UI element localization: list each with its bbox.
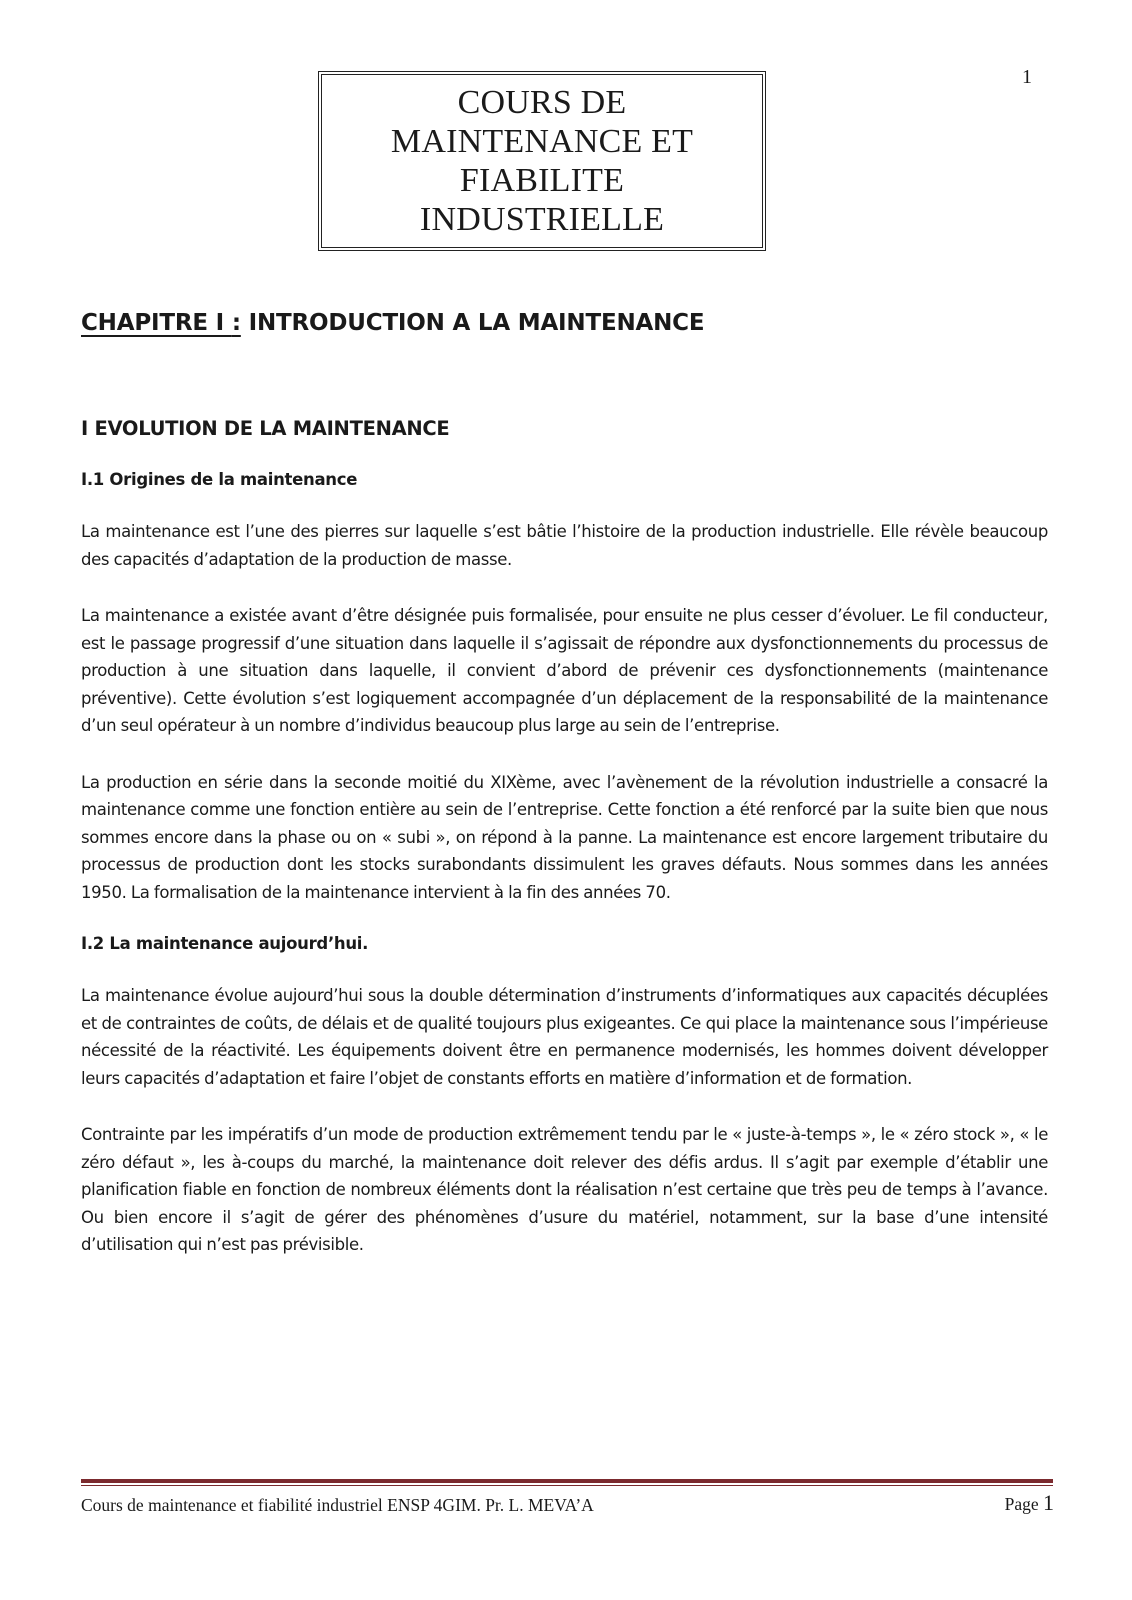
document-body bbox=[81, 310, 1048, 1259]
subsection-title-origines: I.1 Origines de la maintenance bbox=[81, 470, 358, 489]
course-title-line: INDUSTRIELLE bbox=[419, 201, 665, 238]
paragraph: La production en série dans la seconde moitié du XIXème, avec l’avènement de la révolution industrielle a consacré la maintenance comme une fonction entière au sein de l’entreprise. Cette fonction a été renforcé par la suite bien que nous sommes encore dans la phase ou on « subi », on répond à la panne. La maintenance est encore largement tributaire du processus de production dont les stocks surabondants dissimulent les graves défauts. Nous sommes dans les années 1950. La formalisation de la maintenance intervient à la fin des années 70. bbox=[81, 772, 1048, 902]
footer-page-number bbox=[1005, 1490, 1054, 1516]
paragraph: La maintenance est l’une des pierres sur laquelle s’est bâtie l’histoire de la production industrielle. Elle révèle beaucoup des capacités d’adaptation de la production de masse. bbox=[81, 522, 1048, 569]
chapter-prefix-text: CHAPITRE I bbox=[81, 310, 232, 336]
chapter-colon: : bbox=[231, 310, 241, 336]
course-title-line: COURS DE bbox=[457, 84, 627, 121]
course-title-line: MAINTENANCE ET bbox=[390, 123, 694, 160]
footer-course-info: Cours de maintenance et fiabilité industriel ENSP 4GIM. Pr. L. MEVA’A bbox=[81, 1495, 594, 1515]
chapter-title-text: INTRODUCTION A LA MAINTENANCE bbox=[240, 310, 705, 336]
chapter-title bbox=[81, 310, 1048, 336]
course-title-box bbox=[318, 71, 766, 251]
chapter-prefix bbox=[81, 310, 241, 336]
footer-page-value: 1 bbox=[1043, 1490, 1054, 1515]
paragraph: La maintenance évolue aujourd’hui sous la double détermination d’instruments d’informatiques aux capacités décuplées et de contraintes de coûts, de délais et de qualité toujours plus exigeantes. Ce qui place la maintenance sous l’impérieuse nécessité de la réactivité. Les équipements doivent être en permanence modernisés, les hommes doivent développer leurs capacités d’adaptation et faire l’objet de constants efforts en matière d’information et de formation. bbox=[81, 986, 1048, 1088]
footer-page-label: Page bbox=[1004, 1494, 1043, 1514]
section-title: I EVOLUTION DE LA MAINTENANCE bbox=[81, 417, 450, 440]
paragraph: Contrainte par les impératifs d’un mode de production extrêmement tendu par le « juste-à-temps », le « zéro stock », « le zéro défaut », les à-coups du marché, la maintenance doit relever des défis ardus. Il s’agit par exemple d’établir une planification fiable en fonction de nombreux éléments dont la réalisation n’est certaine que très peu de temps à l’avance. Ou bien encore il s’agit de gérer des phénomènes d’usure du matériel, notamment, sur la base d’une intensité d’utilisation qui n’est pas prévisible. bbox=[81, 1125, 1048, 1254]
footer-divider bbox=[81, 1479, 1053, 1486]
page-number-top: 1 bbox=[1022, 66, 1032, 88]
footer-divider-thin bbox=[81, 1485, 1053, 1486]
course-title-line: FIABILITE bbox=[459, 162, 625, 199]
paragraph: La maintenance a existée avant d’être désignée puis formalisée, pour ensuite ne plus cesser d’évoluer. Le fil conducteur, est le passage progressif d’une situation dans laquelle il s’agissait de répondre aux dysfonctionnements du processus de production à une situation dans laquelle, il convient d’abord de prévenir ces dysfonctionnements (maintenance préventive). Cette évolution s’est logiquement accompagnée d’un déplacement de la responsabilité de la maintenance d’un seul opérateur à un nombre d’individus beaucoup plus large au sein de l’entreprise. bbox=[81, 606, 1048, 735]
footer-divider-thick bbox=[81, 1479, 1053, 1483]
subsection-title-aujourdhui: I.2 La maintenance aujourd’hui. bbox=[81, 934, 369, 953]
